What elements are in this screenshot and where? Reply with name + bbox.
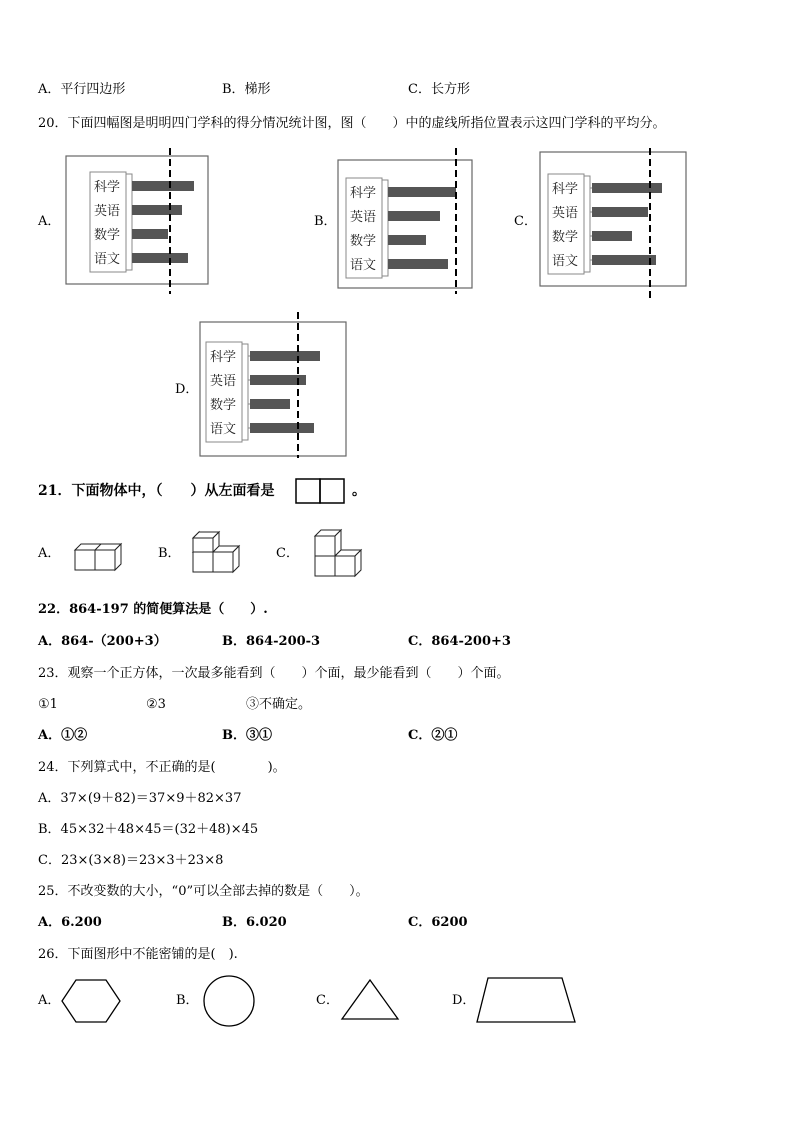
subject-label: 科学 [350, 186, 377, 201]
subject-label: 科学 [210, 350, 237, 365]
subject-label: 数学 [94, 228, 121, 243]
score-bar [132, 229, 168, 239]
q23-choice-1: ①1 [38, 697, 58, 712]
q22-stem: 22．864-197 的简便算法是（ ）. [38, 602, 268, 617]
q20-option-c-label[interactable]: C． [514, 214, 537, 229]
score-bar [250, 399, 290, 409]
q22-option-c[interactable]: C．864-200+3 [408, 634, 511, 649]
q20-option-a-label[interactable]: A． [38, 214, 61, 229]
score-bar [388, 211, 440, 221]
triangle-icon[interactable] [339, 976, 401, 1026]
subject-label: 语文 [350, 258, 377, 273]
score-bar [132, 253, 188, 263]
score-bar [388, 187, 456, 197]
q23-option-a[interactable]: A．①② [38, 728, 88, 743]
q21-left-view-figure [295, 478, 345, 508]
q24-option-a[interactable]: A．37×(9＋82)＝37×9＋82×37 [38, 791, 242, 806]
q26-option-d-label[interactable]: D． [452, 993, 476, 1008]
q20-option-d-label[interactable]: D． [175, 382, 199, 397]
q25-option-c[interactable]: C．6200 [408, 915, 468, 930]
q26-option-b-label[interactable]: B． [176, 993, 199, 1008]
score-bar [592, 255, 656, 265]
trapezoid-icon[interactable] [474, 974, 580, 1030]
subject-label: 数学 [210, 398, 237, 413]
subject-label: 语文 [552, 254, 579, 269]
score-bar [250, 423, 314, 433]
q23-choice-3: ③不确定。 [246, 697, 312, 712]
chartA-svg [64, 148, 214, 294]
q20-chart-a [64, 148, 214, 294]
q22-option-b[interactable]: B．864-200-3 [222, 634, 321, 649]
q21-option-a-label[interactable]: A． [38, 546, 61, 561]
subject-label: 语文 [210, 422, 237, 437]
q19-option-a[interactable]: A．平行四边形 [38, 82, 126, 97]
q20-stem: 20．下面四幅图是明明四门学科的得分情况统计图，图（ ）中的虚线所指位置表示这四门学科的平均分。 [38, 116, 666, 131]
score-bar [592, 207, 648, 217]
q21-stem-end: 。 [352, 483, 366, 499]
subject-label: 科学 [552, 182, 579, 197]
q26-option-c-label[interactable]: C． [316, 993, 339, 1008]
subject-label: 英语 [94, 204, 121, 219]
q24-option-c[interactable]: C．23×(3×8)＝23×3＋23×8 [38, 853, 224, 868]
score-bar [132, 205, 182, 215]
subject-label: 语文 [94, 252, 121, 267]
circle-icon[interactable] [202, 974, 256, 1032]
q21-option-b-blocks-icon[interactable] [188, 530, 244, 578]
chartC-svg [538, 148, 688, 298]
q24-stem: 24．下列算式中，不正确的是( )。 [38, 760, 286, 775]
q26-stem: 26．下面图形中不能密铺的是( ). [38, 947, 238, 962]
q20-option-b-label[interactable]: B． [314, 214, 337, 229]
score-bar [132, 181, 194, 191]
q25-option-b[interactable]: B．6.020 [222, 915, 287, 930]
q21-option-a-blocks-icon[interactable] [72, 538, 124, 576]
q23-option-c[interactable]: C．②① [408, 728, 458, 743]
chartB-svg [336, 148, 476, 294]
q22-option-a[interactable]: A．864-（200+3） [38, 634, 167, 649]
q26-option-a-label[interactable]: A． [38, 993, 61, 1008]
hexagon-icon[interactable] [60, 978, 122, 1028]
q23-stem: 23．观察一个正方体，一次最多能看到（ ）个面，最少能看到（ ）个面。 [38, 666, 510, 681]
score-bar [388, 259, 448, 269]
q23-choice-2: ②3 [146, 697, 166, 712]
q21-option-c-label[interactable]: C． [276, 546, 299, 561]
score-bar [388, 235, 426, 245]
chartD-svg [198, 312, 348, 458]
q23-option-b[interactable]: B．③① [222, 728, 272, 743]
subject-label: 科学 [94, 180, 121, 195]
chart-frame [66, 156, 208, 284]
score-bar [592, 183, 662, 193]
q20-chart-d [198, 312, 348, 458]
q19-option-b[interactable]: B．梯形 [222, 82, 271, 97]
q21-option-c-blocks-icon[interactable] [310, 526, 364, 584]
subject-label: 数学 [350, 234, 377, 249]
score-bar [250, 351, 320, 361]
subject-label: 英语 [210, 374, 237, 389]
subject-label: 数学 [552, 230, 579, 245]
subject-label: 英语 [350, 210, 377, 225]
q25-option-a[interactable]: A．6.200 [38, 915, 102, 930]
q20-chart-b [336, 148, 476, 294]
q24-option-b[interactable]: B．45×32＋48×45＝(32＋48)×45 [38, 822, 259, 837]
q21-stem: 21．下面物体中，（ ）从左面看是 [38, 483, 275, 499]
score-bar [592, 231, 632, 241]
q21-option-b-label[interactable]: B． [158, 546, 181, 561]
q20-chart-c [538, 148, 688, 298]
q25-stem: 25．不改变数的大小，“0”可以全部去掉的数是（ ）。 [38, 884, 369, 899]
q19-option-c[interactable]: C．长方形 [408, 82, 470, 97]
subject-label: 英语 [552, 206, 579, 221]
